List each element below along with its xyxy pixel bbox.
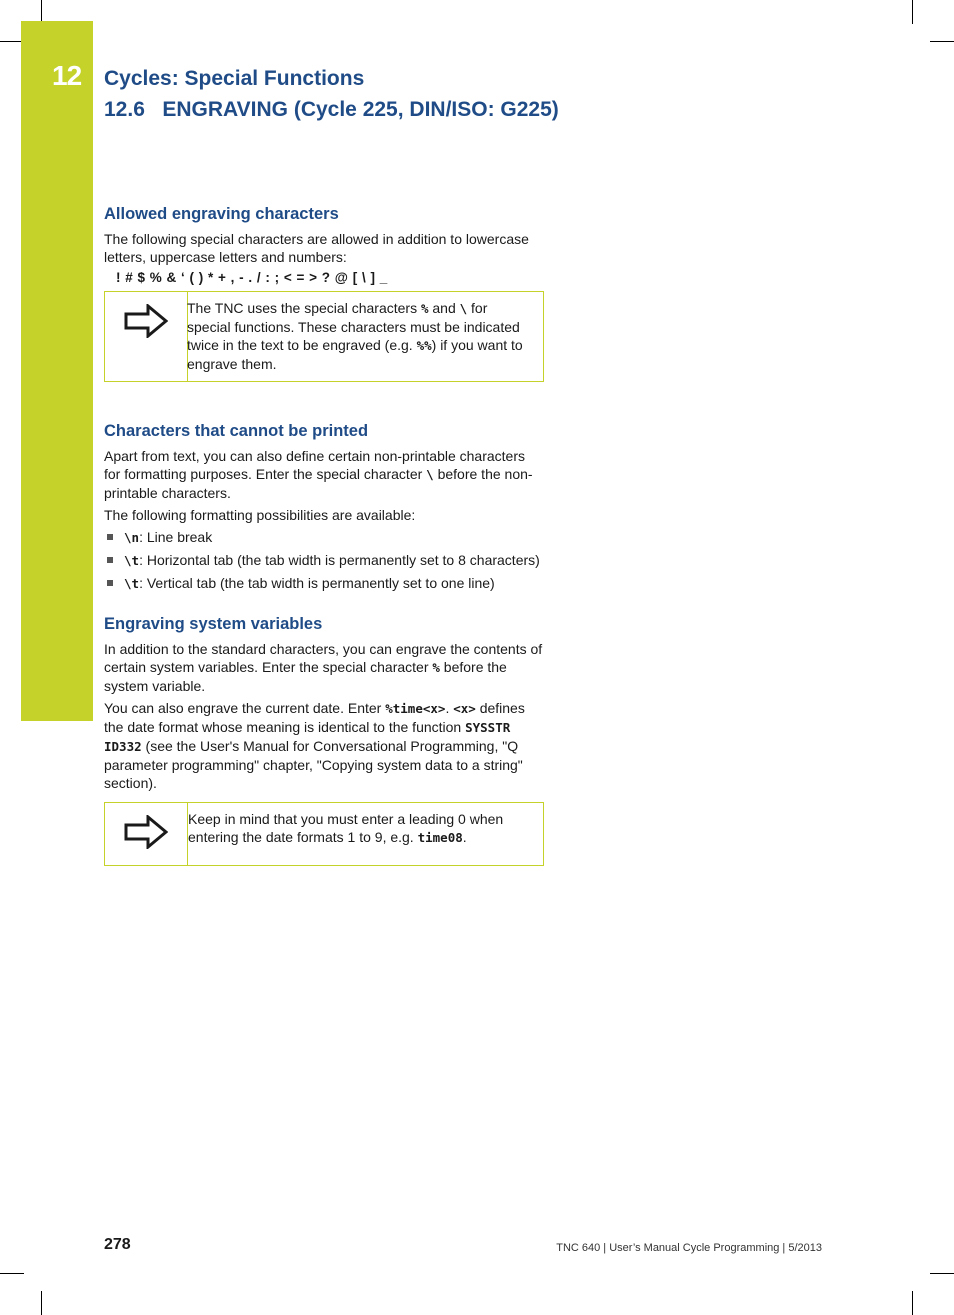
format-list <box>104 528 544 593</box>
page-number: 278 <box>104 1236 131 1253</box>
nonprint-heading: Characters that cannot be printed <box>104 422 369 440</box>
sysvars-heading: Engraving system variables <box>104 615 323 633</box>
crop-mark <box>0 1273 24 1274</box>
allowed-characters: ! # $ % & ‘ ( ) * + , - . / : ; < = > ? @ [ \ ] _ <box>116 270 388 285</box>
list-item: \t: Vertical tab (the tab width is permanently set to one line) <box>104 574 544 593</box>
crop-mark <box>912 1291 913 1315</box>
note-icon-cell <box>105 292 188 381</box>
note-icon-cell <box>105 803 188 865</box>
note-box <box>104 291 544 382</box>
crop-mark <box>912 0 913 24</box>
sysvars-para: In addition to the standard characters, you can engrave the contents of certain system variables. Enter the special character % before the system variable. <box>104 641 543 694</box>
allowed-intro: The following special characters are allowed in addition to lowercase letters, uppercase letters and numbers: <box>104 231 529 265</box>
note-text: Keep in mind that you must enter a leading 0 when entering the date formats 1 to 9, e.g. time08. <box>188 811 504 845</box>
crop-mark <box>930 41 954 42</box>
list-item: \t: Horizontal tab (the tab width is permanently set to 8 characters) <box>104 551 544 570</box>
chapter-tab <box>21 21 93 721</box>
list-item: \n: Line break <box>104 528 544 547</box>
note-box <box>104 802 544 866</box>
crop-mark <box>41 1291 42 1315</box>
arrow-right-icon <box>124 304 168 338</box>
nonprint-para: Apart from text, you can also define certain non-printable characters for formatting purposes. Enter the special character \ before the non-printable characters. <box>104 448 533 501</box>
allowed-heading: Allowed engraving characters <box>104 205 339 223</box>
arrow-right-icon <box>124 815 168 849</box>
note-text: The TNC uses the special characters % and \ for special functions. These characters must be indicated twice in the text to be engraved (e.g. %%) if you want to engrave them. <box>187 300 523 372</box>
sysvars-para-2: You can also engrave the current date. Enter %time<x>. <x> defines the date format whose meaning is identical to the function SYSSTR ID332 (see the User's Manual for Conversational Programming, "Q parameter programming" chapter, "Copying system data to a string" section). <box>104 700 525 791</box>
chapter-title: Cycles: Special Functions <box>104 67 365 90</box>
section-title: 12.6 ENGRAVING (Cycle 225, DIN/ISO: G225) <box>104 98 559 121</box>
footer-text: TNC 640 | User’s Manual Cycle Programming | 5/2013 <box>556 1242 822 1254</box>
nonprint-para-2: The following formatting possibilities are available: <box>104 507 416 523</box>
crop-mark <box>930 1273 954 1274</box>
chapter-number: 12 <box>52 60 82 91</box>
main-content <box>104 205 544 866</box>
